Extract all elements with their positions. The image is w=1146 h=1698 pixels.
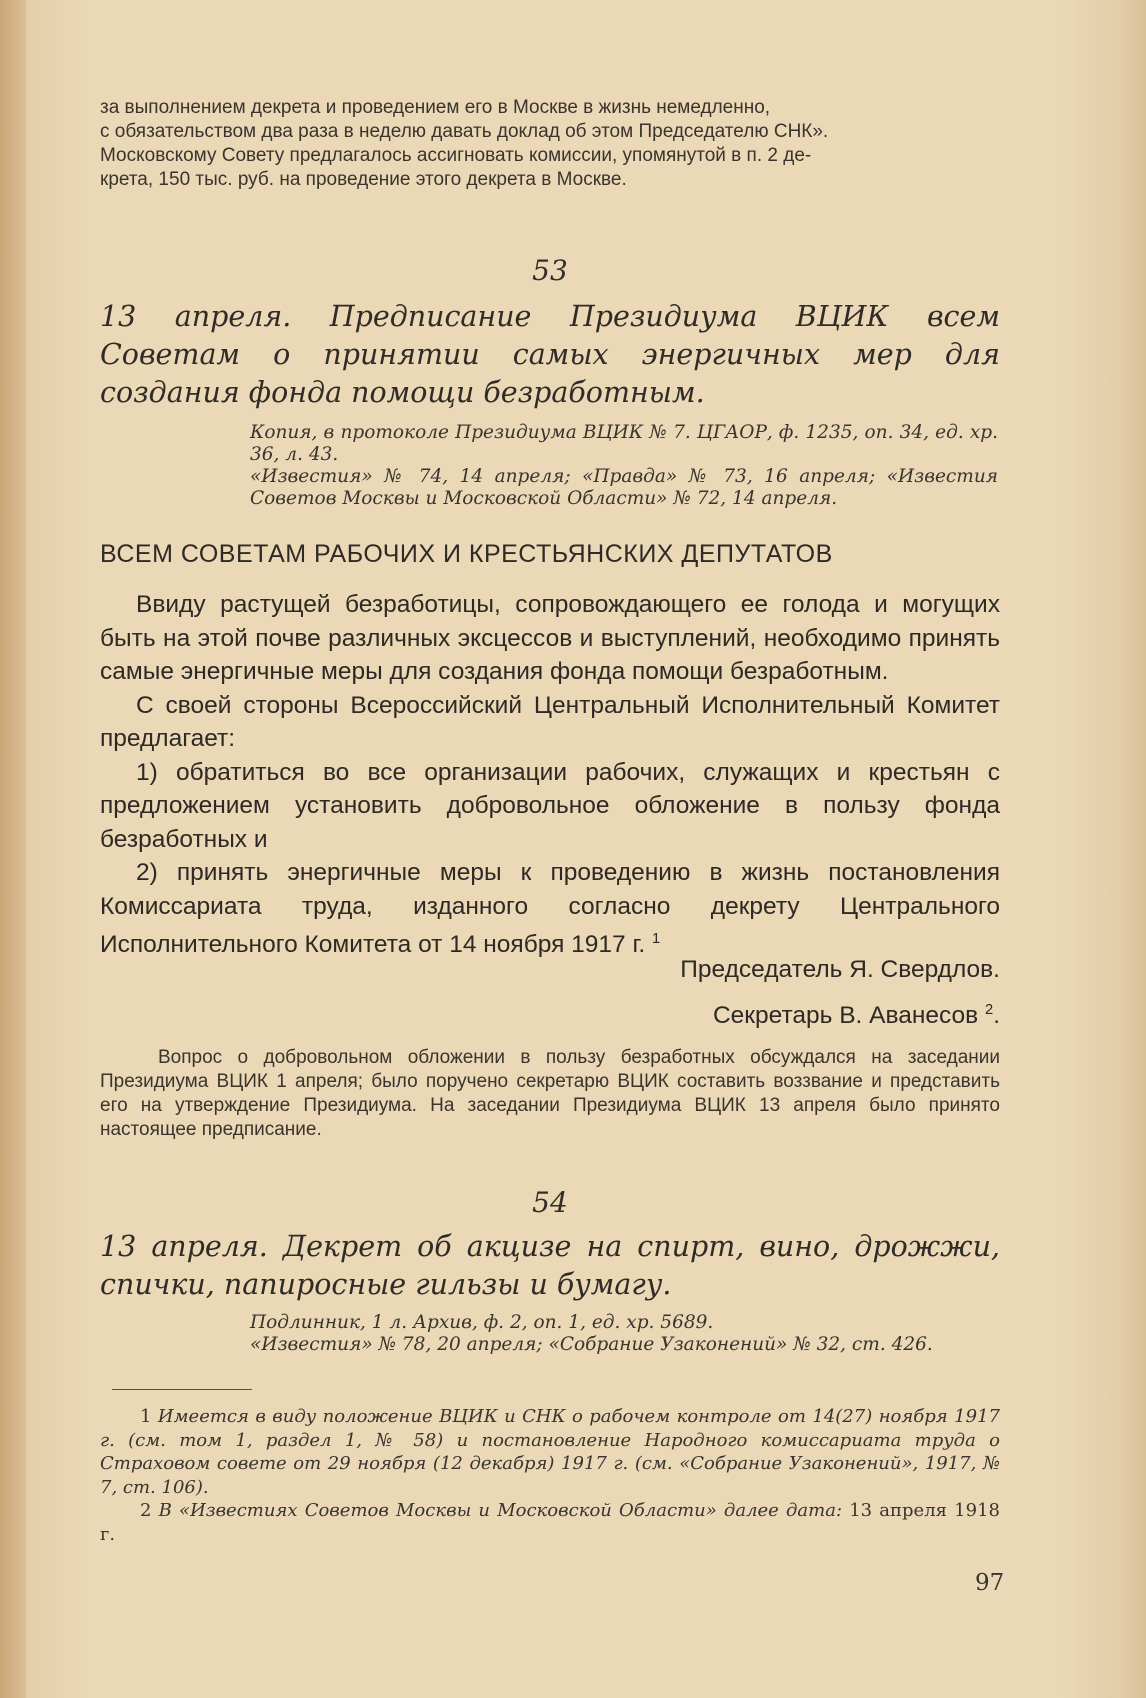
document-53-sources [250,422,998,510]
document-number-54: 54 [532,1186,568,1219]
document-53-heading: 13 апреля. Предписание Президиума ВЦИК всем Советам о принятии самых энергичных мер для создания фонда помощи безработным. [100,300,1000,409]
signature-secretary-text: Секретарь В. Аванесов [712,1002,979,1030]
document-54-sources [250,1312,998,1356]
paragraph-point-2 [100,856,1000,962]
footnote-ref-2: 2 [985,1002,994,1018]
footnote-2-plain: 13 апреля 1918 г. [100,1500,1000,1545]
footnote-2-mark: 2 [140,1500,152,1521]
document-number-53: 53 [532,254,568,287]
footnote-1-mark: 1 [140,1406,152,1427]
address-title: ВСЕМ СОВЕТАМ РАБОЧИХ И КРЕСТЬЯНСКИХ ДЕПУТАТОВ [100,540,833,568]
footnotes [100,1405,1000,1546]
document-53-body [100,588,1000,962]
page-number: 97 [975,1570,1005,1596]
footnote-1 [100,1405,1000,1499]
footnote-divider [112,1389,252,1390]
source-archive: Копия, в протоколе Президиума ВЦИК № 7. ЦГАОР, ф. 1235, оп. 34, ед. хр. 36, л. 43. [250,422,998,465]
top-line-3: Московскому Совету предлагалось ассигновать комиссии, упомянутой в п. 2 де- [100,145,812,166]
footnote-ref-1: 1 [652,931,661,947]
signatures [100,950,1000,1036]
document-54-heading: 13 апреля. Декрет об акцизе на спирт, вино, дрожжи, спички, папиросные гильзы и бумагу. [100,1230,1000,1301]
document-53-note: Вопрос о добровольном обложении в пользу безработных обсуждался на заседании Президиума ВЦИК 1 апреля; было поручено секретарю ВЦИК составить воззвание и представить его на утверждение Президиума. На заседании Президиума ВЦИК 13 апреля было принято настоящее предписание. [100,1047,1000,1140]
top-line-1: за выполнением декрета и проведением его в Москве в жизнь немедленно, [100,97,771,118]
paragraph-vtsik-proposes: С своей стороны Всероссийский Центральный Исполнительный Комитет предлагает: [100,691,1000,752]
top-line-2: с обязательством два раза в неделю давать доклад об этом Председателю СНК». [100,121,829,142]
signature-chairman: Председатель Я. Свердлов. [680,956,1000,983]
paragraph-point-1: 1) обратиться во все организации рабочих, служащих и крестьян с предложением установить добровольное обложение в пользу фонда безработных и [100,758,1000,853]
source-publications: «Известия» № 78, 20 апреля; «Собрание Узаконений» № 32, ст. 426. [250,1334,933,1355]
source-original: Подлинник, 1 л. Архив, ф. 2, оп. 1, ед. хр. 5689. [250,1312,714,1333]
footnote-2 [100,1499,1000,1546]
top-line-4: крета, 150 тыс. руб. на проведение этого декрета в Москве. [100,169,627,190]
footnote-1-text: Имеется в виду положение ВЦИК и СНК о рабочем контроле от 14(27) ноября 1917 г. (см. том 1, раздел 1, № 58) и постановление Народного комиссариата труда о Страховом совете от 29 ноября (12 декабря) 1917 г. (см. «Собрание Узаконений», 1917, № 7, ст. 106). [100,1406,1000,1498]
point-2-text: 2) принять энергичные меры к проведению в жизнь постановления Комиссариата труда, изданного согласно декрету Центрального Исполнительного Комитета от 14 ноября 1917 г. [100,859,1000,959]
top-continuation-paragraph [100,96,1000,192]
footnote-2-italic: В «Известиях Советов Москвы и Московской Области» далее дата: [158,1500,843,1521]
signature-secretary: Секретарь В. Аванесов $^2$. [712,1002,1000,1030]
paragraph-unemployment: Ввиду растущей безработицы, сопровождающего ее голода и могущих быть на этой почве различных эксцессов и выступлений, необходимо принять самые энергичные меры для создания фонда помощи безработным. [100,591,1000,685]
source-newspapers: «Известия» № 74, 14 апреля; «Правда» № 73, 16 апреля; «Известия Советов Москвы и Московской Области» № 72, 14 апреля. [250,466,998,509]
